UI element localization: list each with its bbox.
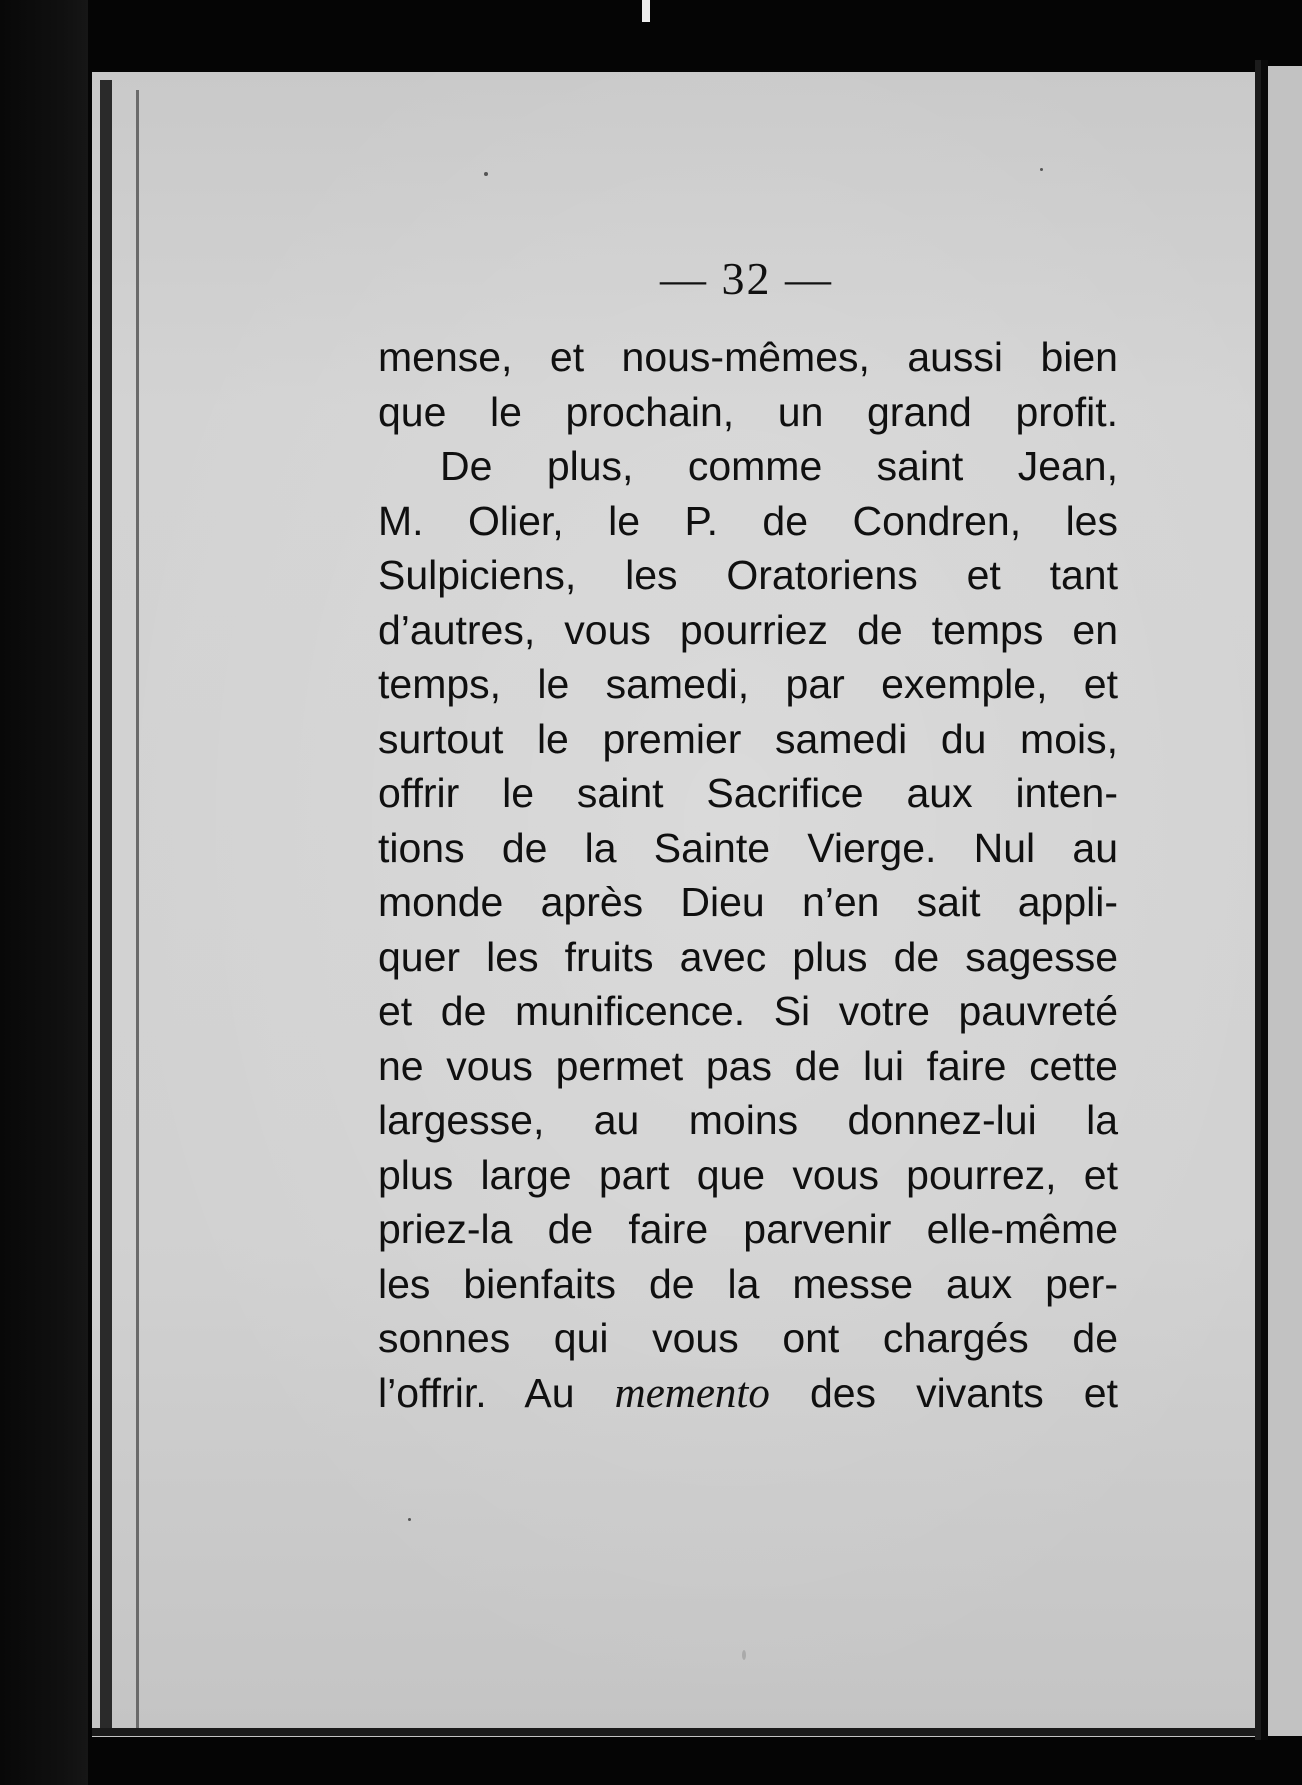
binding-line bbox=[100, 80, 112, 1735]
bottom-frame-line bbox=[92, 1728, 1255, 1736]
film-edge-mark bbox=[642, 0, 650, 22]
text-line: tions de la Sainte Vierge. Nul au bbox=[378, 824, 1118, 871]
body-text bbox=[378, 330, 1118, 1420]
right-gutter bbox=[1261, 60, 1268, 1740]
text-line: plus large part que vous pourrez, et bbox=[378, 1151, 1118, 1198]
last-line-italic: memento bbox=[614, 1369, 770, 1417]
last-line-after: des vivants et bbox=[809, 1369, 1118, 1416]
adjacent-page-strip bbox=[1268, 66, 1302, 1736]
text-line: Sulpiciens, les Oratoriens et tant bbox=[378, 552, 1118, 598]
page-number: — 32 — bbox=[660, 253, 833, 304]
text-line: largesse, au moins donnez-lui la bbox=[378, 1097, 1118, 1143]
text-line: offrir le saint Sacrifice aux inten- bbox=[378, 770, 1118, 816]
text-line: De plus, comme saint Jean, bbox=[440, 443, 1118, 489]
text-line: M. Olier, le P. de Condren, les bbox=[378, 497, 1118, 544]
binding-line-thin bbox=[136, 90, 139, 1730]
text-line: temps, le samedi, par exemple, et bbox=[378, 661, 1118, 707]
left-margin-dark bbox=[0, 0, 88, 1785]
text-line: les bienfaits de la messe aux per- bbox=[378, 1260, 1118, 1307]
text-line: mense, et nous-mêmes, aussi bien bbox=[378, 334, 1118, 380]
text-line: sonnes qui vous ont chargés de bbox=[378, 1315, 1118, 1361]
last-line-before: l’offrir. Au bbox=[378, 1369, 575, 1416]
text-line: et de munificence. Si votre pauvreté bbox=[378, 988, 1118, 1034]
text-line: d’autres, vous pourriez de temps en bbox=[378, 606, 1118, 653]
text-line: surtout le premier samedi du mois, bbox=[378, 715, 1118, 762]
text-line: que le prochain, un grand profit. bbox=[378, 388, 1118, 435]
text-line-last bbox=[378, 1366, 1118, 1421]
text-line: quer les fruits avec plus de sagesse bbox=[378, 933, 1118, 980]
right-frame-line bbox=[1255, 60, 1261, 1740]
text-line: monde après Dieu n’en sait appli- bbox=[378, 879, 1118, 925]
text-line: priez-la de faire parvenir elle-même bbox=[378, 1206, 1118, 1252]
text-line: ne vous permet pas de lui faire cette bbox=[378, 1042, 1118, 1089]
